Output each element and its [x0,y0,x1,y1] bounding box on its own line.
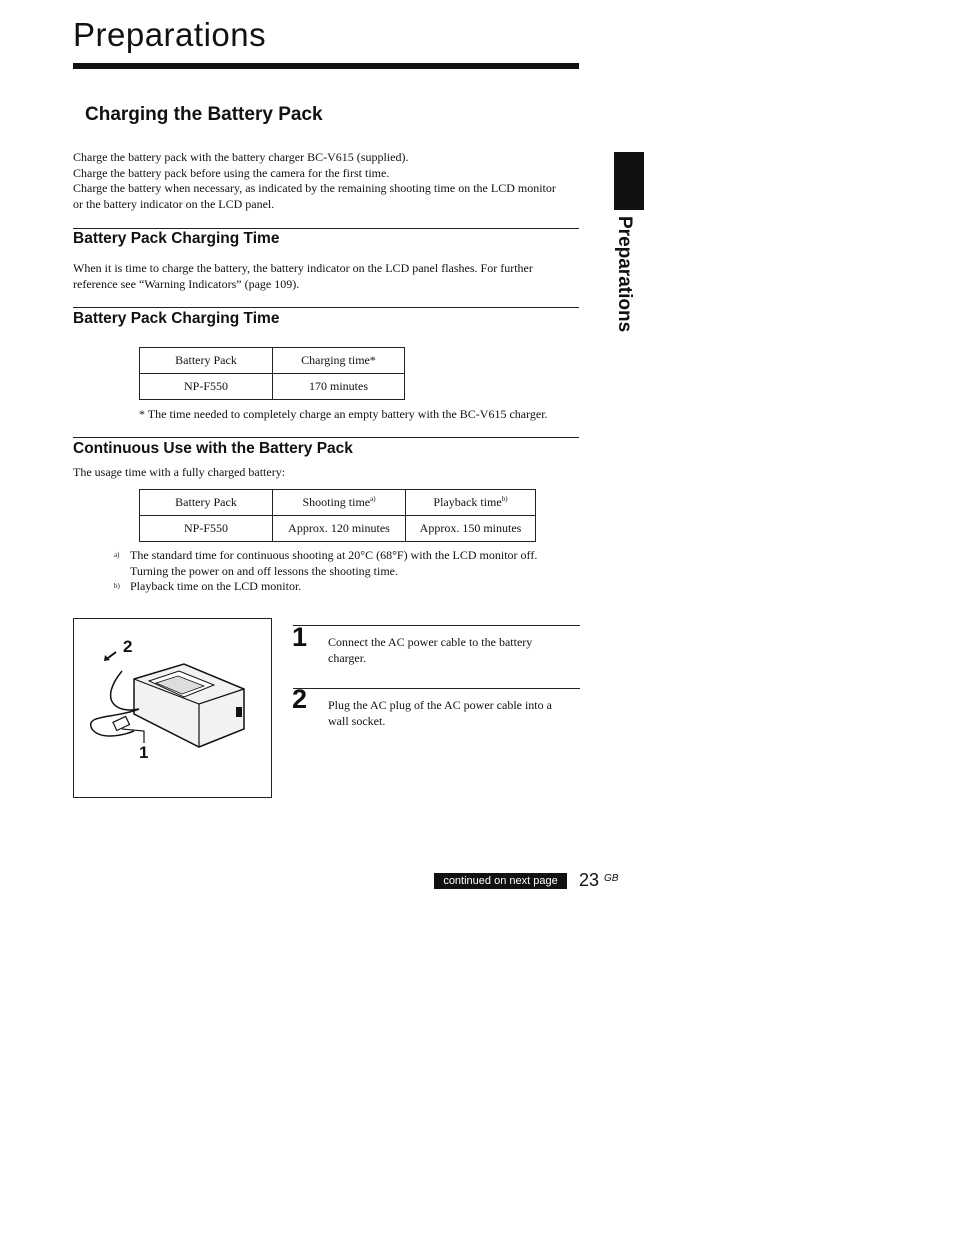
figure-callout: 2 [123,637,133,656]
footnote-line: Turning the power on and off lessons the shooting time. [130,563,398,578]
table-cell: Approx. 120 minutes [273,516,406,542]
step-line: wall socket. [328,713,386,728]
footnote-line: The standard time for continuous shooting at 20°C (68°F) with the LCD monitor off. [130,548,538,562]
side-tab-label [609,216,635,336]
header-text: Playback time [433,495,502,509]
footnote-line: Playback time on the LCD monitor. [130,579,302,593]
table-header-cell: Battery Pack [140,490,273,516]
continuous-use-intro: The usage time with a fully charged battery: [73,465,286,479]
intro-paragraph [73,150,583,212]
footnote-b [114,579,301,595]
table-header-row [140,490,536,516]
intro-line: Charge the battery when necessary, as indicated by the remaining shooting time on the LCD monitor [73,181,556,195]
charging-notice-text [73,261,583,292]
table-header-cell [406,490,536,516]
divider [293,688,580,689]
divider [73,228,579,229]
table-row [140,374,405,400]
side-tab-marker [614,152,644,210]
intro-line: or the battery indicator on the LCD panel. [73,196,275,211]
table-row [140,516,536,542]
figure-callout: 1 [139,743,149,762]
table-cell: NP-F550 [140,374,273,400]
intro-line: Charge the battery pack before using the camera for the first time. [73,165,390,180]
charging-time-table [139,347,405,400]
notice-line: reference see “Warning Indicators” (page 109). [73,276,300,291]
footnote-mark: a) [114,551,120,559]
continuous-use-table [139,489,536,542]
charging-time-heading: Battery Pack Charging Time [73,230,280,247]
table-header-cell [273,490,406,516]
table-header-cell: Charging time* [273,348,405,374]
title-rule [73,63,579,69]
section-title: Charging the Battery Pack [85,104,323,125]
page-number: 23 [579,870,600,890]
charging-footnote: * The time needed to completely charge an empty battery with the BC-V615 charger. [139,407,548,421]
continued-banner: continued on next page [434,873,567,889]
divider [293,625,580,626]
table-header-cell: Battery Pack [140,348,273,374]
step-text [328,635,578,666]
continuous-use-heading: Continuous Use with the Battery Pack [73,440,353,457]
notice-line: When it is time to charge the battery, the battery indicator on the LCD panel flashes. For further [73,261,533,275]
step-line: Connect the AC power cable to the battery [328,635,533,649]
footnote-mark: b) [501,495,508,503]
charging-table-heading: Battery Pack Charging Time [73,310,280,327]
footnote-mark: a) [370,495,376,503]
step-line: Plug the AC plug of the AC power cable into a [328,698,552,712]
page-title: Preparations [73,16,267,53]
divider [73,307,579,308]
table-header-row [140,348,405,374]
charger-illustration [73,618,272,798]
intro-line: Charge the battery pack with the battery charger BC-V615 (supplied). [73,150,409,164]
step-text [328,698,578,729]
battery-charger-icon [74,619,271,797]
table-cell: Approx. 150 minutes [406,516,536,542]
header-text: Shooting time [302,495,371,509]
table-cell: 170 minutes [273,374,405,400]
step-line: charger. [328,650,367,665]
divider [73,437,579,438]
side-tab-text: Preparations [614,216,635,333]
step-number: 1 [292,622,308,652]
page-suffix: GB [604,873,619,884]
table-cell: NP-F550 [140,516,273,542]
footnote-a [114,548,537,579]
footnote-mark: b) [114,582,120,590]
step-number: 2 [292,684,308,714]
